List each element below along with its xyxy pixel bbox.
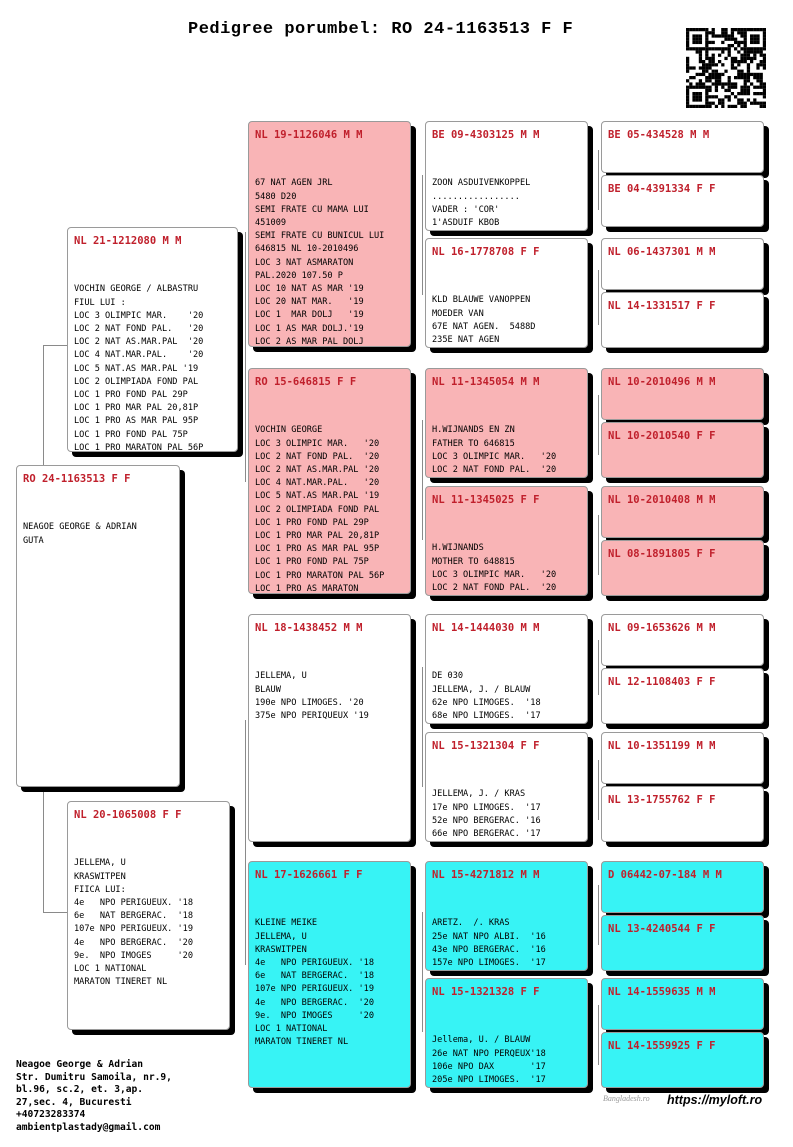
ring-number: NL 16-1778708 F F: [432, 246, 540, 258]
card-details: [602, 142, 763, 173]
ring-number: NL 09-1653626 M M: [608, 622, 716, 634]
ring-number: NL 15-1321304 F F: [432, 740, 540, 752]
ring-number: NL 15-1321328 F F: [432, 986, 540, 998]
ring-number: NL 11-1345025 F F: [432, 494, 540, 506]
card-details: [602, 936, 763, 971]
connector: [598, 150, 599, 210]
card-details: [602, 389, 763, 420]
ring-number: NL 14-1559635 M M: [608, 986, 716, 998]
ring-number: RO 24-1163513 F F: [23, 473, 131, 485]
connector: [598, 885, 599, 945]
pigeon-card-gen3[interactable]: [425, 121, 588, 231]
pigeon-card-gen3[interactable]: [425, 368, 588, 478]
card-details: [602, 753, 763, 784]
ring-number: BE 09-4303125 M M: [432, 129, 540, 141]
card-details: 67 NAT AGEN JRL 5480 D20 SEMI FRATE CU MAMA LUI 451009 SEMI FRATE CU BUNICUL LUI 646815 NL 10-2010496 LOC 3 NAT ASMARATON PAL.2020 107.50 P LOC 10 NAT AS MAR '19 LOC 20 NAT MAR. '19 LOC 1 MAR DOLJ '19 LOC 1 AS MAR DOLJ.'19 LOC 2 AS MAR PAL DOLJ: [255, 178, 385, 347]
pigeon-card-gen4[interactable]: [601, 732, 764, 784]
connector: [422, 420, 423, 540]
pigeon-card-gen4[interactable]: [601, 486, 764, 538]
ring-number: NL 10-2010408 M M: [608, 494, 716, 506]
pigeon-card-gen4[interactable]: [601, 915, 764, 971]
card-details: [602, 689, 763, 724]
ring-number: NL 14-1559925 F F: [608, 1040, 716, 1052]
pigeon-card-gen3[interactable]: [425, 978, 588, 1088]
ring-number: NL 08-1891805 F F: [608, 548, 716, 560]
card-details: H.WIJNANDS EN ZN FATHER TO 646815 LOC 3 OLIMPIC MAR. '20 LOC 2 NAT FOND PAL. '20: [432, 425, 557, 476]
ring-number: NL 10-1351199 M M: [608, 740, 716, 752]
connector: [43, 787, 44, 912]
card-details: [602, 443, 763, 478]
ring-number: BE 04-4391334 F F: [608, 183, 716, 195]
ring-number: RO 15-646815 F F: [255, 376, 357, 388]
ring-number: NL 21-1212080 M M: [74, 235, 182, 247]
card-details: KLD BLAUWE VANOPPEN MOEDER VAN 67E NAT AGEN. 5488D 235E NAT AGEN: [432, 295, 536, 346]
page-title: Pedigree porumbel: RO 24-1163513 F F: [188, 20, 574, 39]
pigeon-card-gen3[interactable]: [425, 732, 588, 842]
pigeon-card-gen4[interactable]: [601, 861, 764, 913]
pigeon-card-gen4[interactable]: [601, 540, 764, 596]
pigeon-card-gen4[interactable]: [601, 668, 764, 724]
pigeon-card-sire[interactable]: [67, 227, 238, 452]
connector: [598, 270, 599, 325]
website-link[interactable]: https://myloft.ro: [667, 1093, 763, 1107]
pigeon-card-gen4[interactable]: [601, 121, 764, 173]
pigeon-card-gen4[interactable]: [601, 614, 764, 666]
pigeon-card-gen4[interactable]: [601, 292, 764, 348]
ring-number: NL 06-1437301 M M: [608, 246, 716, 258]
pigeon-card-gen4[interactable]: [601, 1032, 764, 1088]
card-details: [602, 507, 763, 538]
connector: [598, 1005, 599, 1065]
connector: [598, 640, 599, 695]
card-details: [602, 999, 763, 1030]
connector: [245, 720, 246, 965]
card-details: [602, 313, 763, 348]
pigeon-card-gen4[interactable]: [601, 238, 764, 290]
card-details: JELLEMA, U KRASWITPEN FIICA LUI: 4e NPO PERIGUEUX. '18 6e NAT BERGERAC. '18 107e NPO PERIGUEUX. '19 4e NPO BERGERAC. '20 9e. NPO IMOGES '20 LOC 1 NATIONAL MARATON TINERET NL: [74, 858, 193, 988]
owner-contact: Neagoe George & Adrian Str. Dumitru Samoila, nr.9, bl.96, sc.2, et. 3,ap. 27,sec. 4, Bucuresti +40723283374 ambientplastady@gmail.com: [16, 1059, 172, 1133]
connector: [422, 912, 423, 1032]
pigeon-card-gen4[interactable]: [601, 978, 764, 1030]
pigeon-card-gen4[interactable]: [601, 368, 764, 420]
card-details: VOCHIN GEORGE / ALBASTRU FIUL LUI : LOC 3 OLIMPIC MAR. '20 LOC 2 NAT FOND PAL. '20 LOC 2 NAT AS.MAR.PAL '20 LOC 4 NAT.MAR.PAL. '20 LOC 5 NAT.AS MAR.PAL '19 LOC 2 OLIMPIADA FOND PAL LOC 1 PRO FOND PAL 29P LOC 1 PRO MAR PAL 20,81P LOC 1 PRO AS MAR PAL 95P LOC 1 PRO FOND PAL 75P LOC 1 PRO MARATON PAL 56P: [74, 284, 204, 452]
ring-number: NL 12-1108403 F F: [608, 676, 716, 688]
ring-number: NL 19-1126046 M M: [255, 129, 363, 141]
connector: [43, 345, 44, 465]
pigeon-card-granddam-maternal[interactable]: [248, 861, 411, 1088]
card-details: [602, 196, 763, 227]
pigeon-card-gen3[interactable]: [425, 861, 588, 971]
pigeon-card-subject[interactable]: [16, 465, 180, 787]
ring-number: NL 18-1438452 M M: [255, 622, 363, 634]
pigeon-card-gen3[interactable]: [425, 486, 588, 596]
ring-number: NL 10-2010540 F F: [608, 430, 716, 442]
pigeon-card-gen4[interactable]: [601, 786, 764, 842]
connector: [422, 175, 423, 295]
ring-number: BE 05-434528 M M: [608, 129, 710, 141]
card-details: JELLEMA, J. / KRAS 17e NPO LIMOGES. '17 52e NPO BERGERAC. '16 66e NPO BERGERAC. '17: [432, 789, 541, 840]
ring-number: NL 13-1755762 F F: [608, 794, 716, 806]
ring-number: NL 15-4271812 M M: [432, 869, 540, 881]
ring-number: NL 14-1444030 M M: [432, 622, 540, 634]
ring-number: NL 17-1626661 F F: [255, 869, 363, 881]
connector: [245, 232, 246, 482]
qr-code: [686, 28, 766, 108]
card-details: NEAGOE GEORGE & ADRIAN GUTA: [23, 522, 137, 546]
signature: Bangladesh.ro: [603, 1094, 650, 1103]
card-details: VOCHIN GEORGE LOC 3 OLIMPIC MAR. '20 LOC 2 NAT FOND PAL. '20 LOC 2 NAT AS.MAR.PAL '20 LOC 4 NAT.MAR.PAL. '20 LOC 5 NAT.AS MAR.PAL '19 LOC 2 OLIMPIADA FOND PAL LOC 1 PRO FOND PAL 29P LOC 1 PRO MAR PAL 20,81P LOC 1 PRO AS MAR PAL 95P LOC 1 PRO FOND PAL 75P LOC 1 PRO MARATON PAL 56P LOC 1 PRO AS MARATON: [255, 425, 385, 594]
card-details: Jellema, U. / BLAUW 26e NAT NPO PERQEUX'18 106e NPO DAX '17 205e NPO LIMOGES. '17: [432, 1035, 546, 1086]
connector: [598, 760, 599, 820]
connector: [43, 345, 67, 346]
card-details: H.WIJNANDS MOTHER TO 648815 LOC 3 OLIMPIC MAR. '20 LOC 2 NAT FOND PAL. '20: [432, 543, 557, 594]
card-details: JELLEMA, U BLAUW 190e NPO LIMOGES. '20 375e NPO PERIQUEUX '19: [255, 671, 369, 722]
ring-number: NL 11-1345054 M M: [432, 376, 540, 388]
card-details: DE 030 JELLEMA, J. / BLAUW 62e NPO LIMOGES. '18 68e NPO LIMOGES. '17: [432, 671, 541, 722]
pigeon-card-grandsire-maternal[interactable]: [248, 614, 411, 842]
ring-number: D 06442-07-184 M M: [608, 869, 722, 881]
card-details: [602, 882, 763, 913]
ring-number: NL 10-2010496 M M: [608, 376, 716, 388]
connector: [598, 395, 599, 455]
card-details: [602, 635, 763, 666]
card-details: [602, 259, 763, 290]
card-details: [602, 561, 763, 596]
connector: [43, 912, 67, 913]
ring-number: NL 14-1331517 F F: [608, 300, 716, 312]
card-details: ZOON ASDUIVENKOPPEL ................. VADER : 'COR' 1'ASDUIF KBOB: [432, 178, 531, 229]
card-details: [602, 807, 763, 842]
pigeon-card-dam[interactable]: [67, 801, 230, 1030]
pigeon-card-grandsire-paternal[interactable]: [248, 121, 411, 347]
pigeon-card-gen3[interactable]: [425, 238, 588, 348]
pigeon-card-granddam-paternal[interactable]: [248, 368, 411, 594]
ring-number: NL 20-1065008 F F: [74, 809, 182, 821]
card-details: KLEINE MEIKE JELLEMA, U KRASWITPEN 4e NPO PERIGUEUX. '18 6e NAT BERGERAC. '18 107e NPO PERIGUEUX. '19 4e NPO BERGERAC. '20 9e. NPO IMOGES '20 LOC 1 NATIONAL MARATON TINERET NL: [255, 918, 374, 1048]
ring-number: NL 13-4240544 F F: [608, 923, 716, 935]
pigeon-card-gen4[interactable]: [601, 175, 764, 227]
connector: [598, 515, 599, 575]
pigeon-card-gen4[interactable]: [601, 422, 764, 478]
card-details: [602, 1053, 763, 1088]
connector: [422, 667, 423, 787]
card-details: ARETZ. /. KRAS 25e NAT NPO ALBI. '16 43e NPO BERGERAC. '16 157e NPO LIMOGES. '17: [432, 918, 546, 969]
pigeon-card-gen3[interactable]: [425, 614, 588, 724]
